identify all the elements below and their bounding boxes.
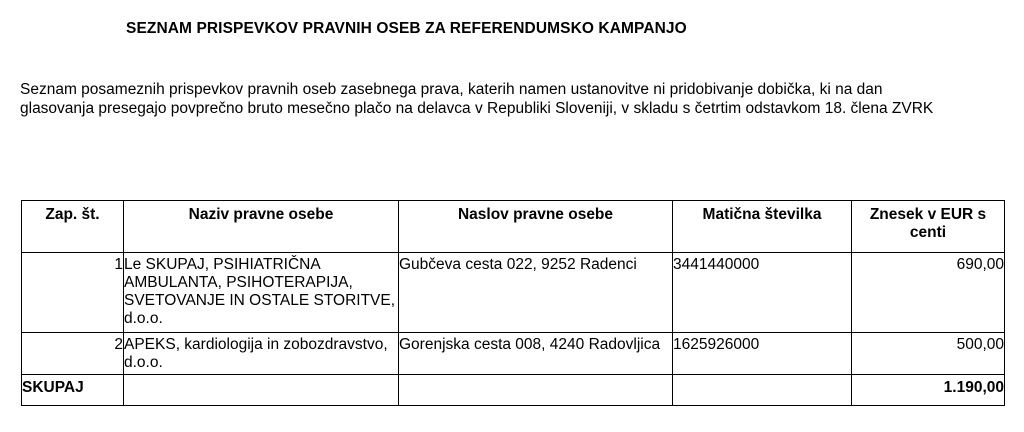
empty-cell [673,375,852,406]
amount-value: 690,00 [852,253,1005,333]
header-registration: Matična številka [673,201,852,253]
entity-address: Gorenjska cesta 008, 4240 Radovljica [399,333,673,375]
registration-number: 1625926000 [673,333,852,375]
empty-cell [399,375,673,406]
intro-paragraph [20,80,1010,118]
intro-line-2: glasovanja presegajo povprečno bruto mesečno plačo na delavca v Republiki Sloveniji, v skladu s četrtim odstavkom 18. člena ZVRK [20,100,934,117]
total-amount: 1.190,00 [852,375,1005,406]
registration-number: 3441440000 [673,253,852,333]
table-header-row [22,201,1005,253]
total-label: SKUPAJ [22,375,124,406]
empty-cell [124,375,399,406]
entity-name: APEKS, kardiologija in zobozdravstvo, d.o.o. [124,333,399,375]
amount-value: 500,00 [852,333,1005,375]
document-title: SEZNAM PRISPEVKOV PRAVNIH OSEB ZA REFERENDUMSKO KAMPANJO [126,20,687,37]
row-number: 2 [22,333,124,375]
entity-name: Le SKUPAJ, PSIHIATRIČNA AMBULANTA, PSIHOTERAPIJA, SVETOVANJE IN OSTALE STORITVE, d.o.o. [124,253,399,333]
table-row [22,253,1005,333]
table-row [22,333,1005,375]
contributions-table [21,200,1005,406]
header-amount: Znesek v EUR s centi [852,201,1005,253]
header-name: Naziv pravne osebe [124,201,399,253]
header-no: Zap. št. [22,201,124,253]
entity-address: Gubčeva cesta 022, 9252 Radenci [399,253,673,333]
header-address: Naslov pravne osebe [399,201,673,253]
row-number: 1 [22,253,124,333]
intro-line-1: Seznam posameznih prispevkov pravnih oseb zasebnega prava, katerih namen ustanovitve ni pridobivanje dobička, ki na dan [20,81,883,98]
total-row [22,375,1005,406]
